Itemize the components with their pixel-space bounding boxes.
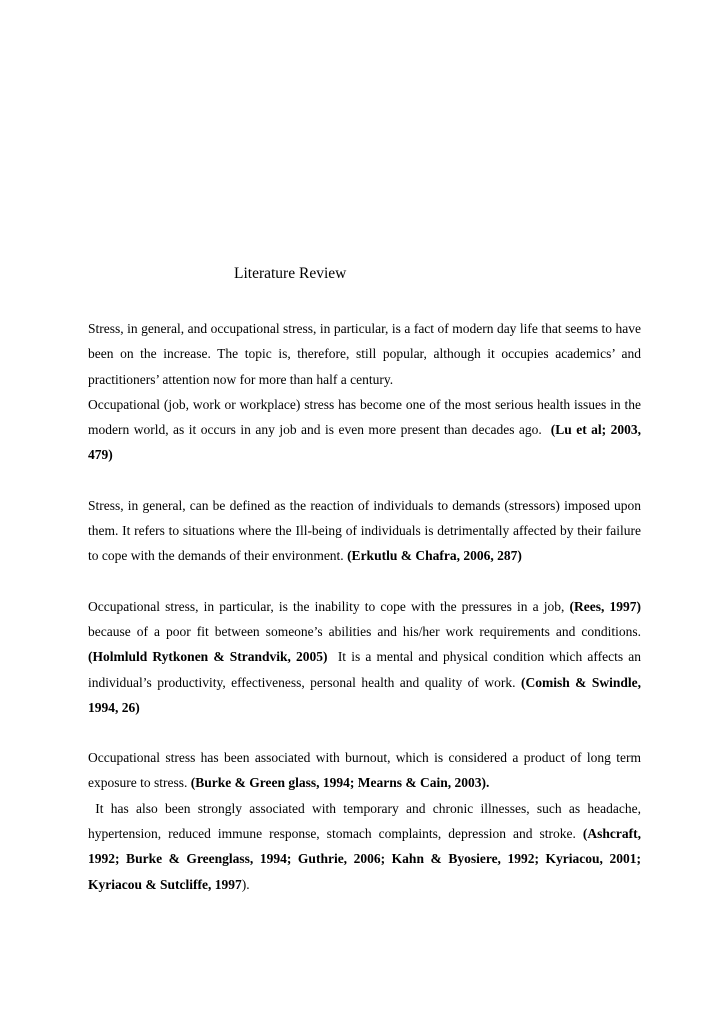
citation: (Ashcraft, 1992; Burke & Greenglass, 1994; Guthrie, 2006; Kahn & Byosiere, 1992; Kyriacou, 2001; Kyriacou & Sutcliffe, 1997	[88, 826, 641, 892]
paragraph-text: Occupational (job, work or workplace) stress has become one of the most serious health issues in the modern world, as it occurs in any job and is even more present than decades ago.	[88, 396, 641, 438]
paragraph-text: Occupational stress, in particular, is the inability to cope with the pressures in a job,	[88, 598, 565, 614]
paragraph-text: It has also been strongly associated with temporary and chronic illnesses, such as headache, hypertension, reduced immune response, stomach complaints, depression and stroke.	[88, 800, 641, 842]
paragraph-occupational-stress	[88, 392, 641, 468]
paragraph-text: Stress, in general, can be defined as the reaction of individuals to demands (stressors) imposed upon them. It refers to situations where the Ill-being of individuals is detrimentally affected by their failure to cope with the demands of their environment.	[88, 497, 641, 564]
citation-end: ).	[241, 876, 250, 892]
citation: (Comish & Swindle, 1994, 26)	[88, 674, 642, 715]
paragraph-burnout	[88, 745, 641, 796]
paragraph-gap	[88, 569, 641, 594]
page-title: Literature Review	[234, 265, 347, 282]
citation: (Rees, 1997)	[569, 598, 642, 614]
document-body	[88, 316, 641, 897]
citation: (Burke & Green glass, 1994; Mearns & Cain, 2003).	[190, 775, 490, 791]
paragraph-occupational-definition	[88, 594, 641, 720]
paragraph-text: It is a mental and physical condition which affects an individual’s productivity, effectiveness, personal health and quality of work.	[88, 649, 642, 690]
paragraph-text: Occupational stress has been associated with burnout, which is considered a product of long term exposure to stress.	[88, 750, 641, 791]
paragraph-gap	[88, 468, 641, 493]
paragraph-illnesses	[88, 796, 641, 897]
citation: (Holmluld Rytkonen & Strandvik, 2005)	[88, 649, 328, 665]
paragraph-text: Stress, in general, and occupational stress, in particular, is a fact of modern day life that seems to have been on the increase. The topic is, therefore, still popular, although it occupies academics’ and practitioners’ attention now for more than half a century.	[88, 321, 641, 387]
citation: (Lu et al; 2003, 479)	[88, 422, 642, 463]
paragraph-intro	[88, 316, 641, 392]
paragraph-text: because of a poor fit between someone’s abilities and his/her work requirements and conditions.	[88, 623, 641, 639]
paragraph-gap	[88, 720, 641, 745]
citation: (Erkutlu & Chafra, 2006, 287)	[347, 548, 522, 564]
paragraph-stress-definition	[88, 493, 641, 569]
